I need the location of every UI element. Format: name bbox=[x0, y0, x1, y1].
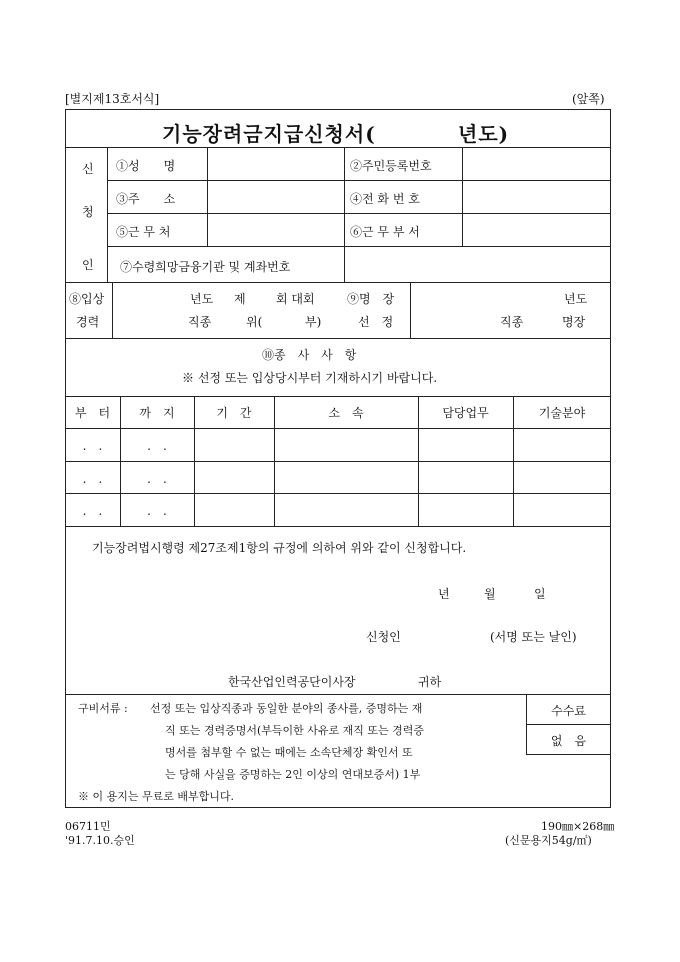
work-history-heading: ⑩종 사 사 항 bbox=[262, 348, 357, 362]
master-year-unit: 년도 bbox=[564, 292, 588, 306]
fee-value: 없 음 bbox=[550, 734, 587, 748]
master-label: ⑨명 장 bbox=[347, 292, 395, 306]
master-label-2: 선 정 bbox=[358, 315, 394, 329]
documents-line-3: 명서를 첨부할 수 없는 때에는 소속단체장 확인서 또 bbox=[165, 746, 413, 759]
address-field[interactable] bbox=[210, 182, 342, 212]
name-label: ①성 명 bbox=[116, 159, 176, 173]
department-field[interactable] bbox=[465, 215, 609, 245]
row3-to: . . bbox=[147, 504, 167, 518]
documents-line-4: 는 당해 사실을 증명하는 2인 이상의 연대보증서) 1부 bbox=[165, 768, 421, 781]
award-trade-unit: 직종 bbox=[188, 315, 212, 329]
master-title-unit: 명장 bbox=[562, 315, 586, 329]
phone-label: ④전 화 번 호 bbox=[350, 192, 420, 206]
page-side-label: (앞쪽) bbox=[572, 92, 605, 106]
recipient: 한국산업인력공단이사장 bbox=[228, 675, 356, 689]
award-rank-prefix: 위( bbox=[246, 315, 263, 329]
recipient-honorific: 귀하 bbox=[418, 675, 442, 689]
award-year-unit: 년도 bbox=[190, 292, 214, 306]
paper-size: 190㎜×268㎜ bbox=[541, 820, 615, 833]
declaration-text: 기능장려법시행령 제27조제1항의 규정에 의하여 위와 같이 신청합니다. bbox=[92, 541, 467, 555]
date-month: 월 bbox=[484, 587, 496, 601]
applicant-char-3: 인 bbox=[82, 258, 94, 272]
department-label: ⑥근 무 부 서 bbox=[350, 225, 420, 239]
col-period: 기 간 bbox=[216, 406, 252, 420]
row2-to: . . bbox=[147, 472, 167, 486]
signature-label: (서명 또는 날인) bbox=[490, 630, 577, 644]
award-division-suffix: 부) bbox=[305, 315, 322, 329]
workplace-label: ⑤근 무 처 bbox=[116, 225, 171, 239]
applicant-char-2: 청 bbox=[82, 205, 94, 219]
col-affiliation: 소 속 bbox=[328, 406, 364, 420]
col-from: 부 터 bbox=[74, 406, 111, 420]
free-distribution-note: ※ 이 용지는 무료로 배부합니다. bbox=[78, 790, 234, 803]
award-round-prefix: 제 bbox=[234, 292, 246, 306]
form-title: 기능장려금지급신청서( bbox=[162, 122, 376, 146]
paper-type: (신문용지54g/㎡) bbox=[505, 834, 592, 847]
address-label: ③주 소 bbox=[116, 192, 176, 206]
bank-account-label: ⑦수령희망금융기관 및 계좌번호 bbox=[120, 260, 291, 274]
col-field: 기술분야 bbox=[538, 406, 586, 420]
col-duty: 담당업무 bbox=[442, 406, 489, 420]
row2-from: . . bbox=[82, 472, 103, 486]
form-number: [별지제13호서식] bbox=[65, 92, 160, 106]
fee-label: 수수료 bbox=[551, 704, 586, 718]
documents-label: 구비서류 : bbox=[78, 702, 128, 715]
award-history-label-2: 경력 bbox=[76, 315, 100, 329]
approval-date: '91.7.10.승인 bbox=[65, 834, 135, 847]
documents-line-2: 직 또는 경력증명서(부득이한 사유로 재직 또는 경력증 bbox=[165, 724, 425, 737]
date-year: 년 bbox=[438, 587, 450, 601]
documents-line-1: 선정 또는 입상직종과 동일한 분야의 종사를, 증명하는 재 bbox=[150, 702, 423, 715]
work-history-note: ※ 선정 또는 입상당시부터 기재하시기 바랍니다. bbox=[182, 371, 438, 385]
row1-from: . . bbox=[82, 439, 103, 453]
award-round-suffix: 회 대회 bbox=[276, 292, 315, 306]
form-code: 06711민 bbox=[65, 820, 111, 833]
applicant-char-1: 신 bbox=[82, 162, 94, 176]
date-day: 일 bbox=[534, 587, 546, 601]
bank-account-field[interactable] bbox=[348, 248, 609, 280]
workplace-field[interactable] bbox=[210, 215, 342, 245]
master-trade-unit: 직종 bbox=[500, 315, 524, 329]
form-title-year: 년도) bbox=[458, 122, 510, 146]
row3-from: . . bbox=[82, 504, 103, 518]
row1-to: . . bbox=[147, 439, 167, 453]
applicant-sign-label: 신청인 bbox=[366, 630, 401, 644]
name-field[interactable] bbox=[210, 149, 342, 179]
phone-field[interactable] bbox=[465, 182, 609, 212]
rrn-field[interactable] bbox=[465, 149, 609, 179]
rrn-label: ②주민등록번호 bbox=[350, 159, 432, 173]
col-to: 까 지 bbox=[139, 406, 175, 420]
award-history-label: ⑧입상 bbox=[69, 292, 105, 306]
